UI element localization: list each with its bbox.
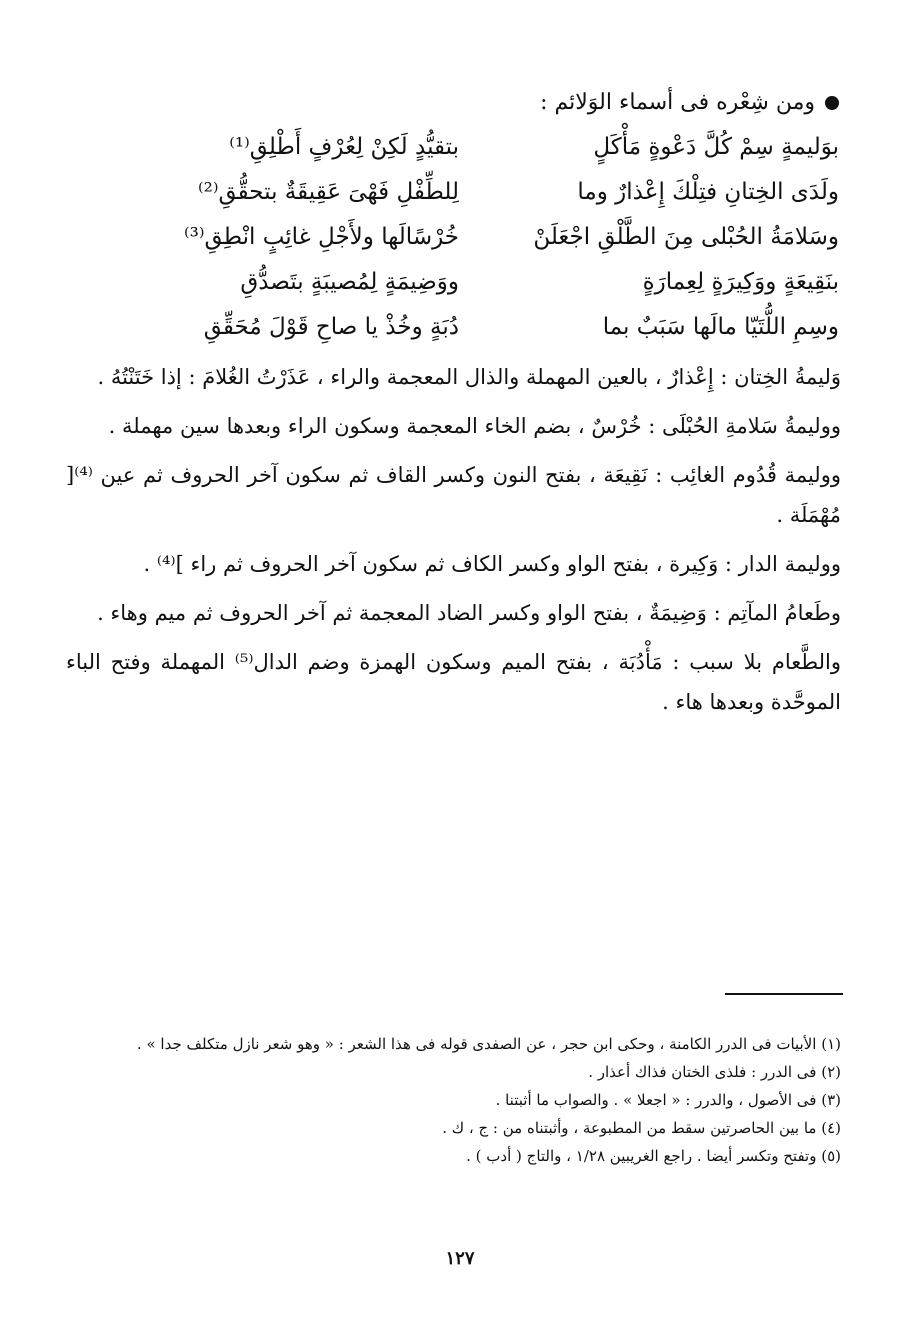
- page-number: ١٢٧: [445, 1248, 475, 1269]
- footnotes: [66, 1030, 841, 1170]
- verse-second-hemistich: خُرْسًالَها ولأَجْلِ غائِبٍ انْطِقِ⁽³⁾: [184, 223, 459, 250]
- verse-line: [69, 169, 839, 214]
- bullet-icon: [825, 96, 839, 110]
- commentary-paragraph: ووليمة قُدُوم الغائِب : نَقِيعَة ، بفتح النون وكسر القاف ثم سكون آخر الحروف ثم عين ⁽⁴⁾[ مُهْمَلَة .: [66, 463, 841, 527]
- commentary-paragraph: ووليمة الدار : وَكِيرة ، بفتح الواو وكسر الكاف ثم سكون آخر الحروف ثم راء ]⁽⁴⁾ .: [143, 552, 841, 576]
- verse-first-hemistich: وسَلامَةُ الحُبْلى مِنَ الطَّلْقِ اجْعَلَنْ: [533, 223, 839, 250]
- verse-second-hemistich: لِلطِّفْلِ فَهْىَ عَقِيقَةٌ بتحقُّقِ⁽²⁾: [197, 178, 459, 205]
- verse-first-hemistich: بنَقِيعَةٍ ووَكِيرَةٍ لِعِمارَةٍ: [642, 268, 839, 295]
- verse-first-hemistich: ولَدَى الخِتانِ فتِلْكَ إِعْذارٌ وما: [577, 178, 839, 205]
- verse-line: [69, 304, 839, 349]
- footnote: (٢) فى الدرر : فلذى الختان فذاك أعذار .: [588, 1063, 841, 1081]
- poem-heading-text: ومن شِعْره فى أسماء الوَلائم :: [540, 90, 815, 115]
- commentary-paragraph: وَليمةُ الخِتان : إِعْذارٌ ، بالعين المهملة والذال المعجمة والراء ، عَذَرْتُ الغُلامَ : إذا خَتَنْتُهُ .: [97, 365, 841, 389]
- footnote: (٤) ما بين الحاصرتين سقط من المطبوعة ، وأثبتناه من : ج ، ك .: [442, 1119, 841, 1137]
- commentary-paragraph: وطَعامُ المآتِم : وَضِيمَةٌ ، بفتح الواو وكسر الضاد المعجمة ثم آخر الحروف ثم ميم وهاء .: [97, 601, 841, 625]
- commentary-paragraph: والطَّعام بلا سبب : مَأْدُبَة ، بفتح الميم وسكون الهمزة وضم الدال⁽⁵⁾ المهملة وفتح الباء الموحَّدة وبعدها هاء .: [66, 650, 841, 714]
- footnote: (٣) فى الأصول ، والدرر : « اجعلا » . والصواب ما أثبتنا .: [495, 1091, 841, 1109]
- poem: [69, 124, 839, 349]
- verse-second-hemistich: ووَضِيمَةٍ لِمُصيبَةٍ بتَصدُّقِ: [240, 268, 459, 295]
- footnote: (١) الأبيات فى الدرر الكامنة ، وحكى ابن حجر ، عن الصفدى قوله فى هذا الشعر : « وهو شعر نازل متكلف جدا » .: [136, 1035, 841, 1053]
- verse-first-hemistich: وسِمِ اللُّتَيّا مالَها سَبَبٌ بما: [602, 313, 839, 340]
- commentary-paragraph: ووليمةُ سَلامةِ الحُبْلَى : خُرْسٌ ، بضم الخاء المعجمة وسكون الراء وبعدها سين مهملة .: [108, 414, 841, 438]
- verse-line: [69, 259, 839, 304]
- verse-line: [69, 214, 839, 259]
- verse-line: [69, 124, 839, 169]
- footnote-divider: [725, 993, 843, 995]
- commentary: [66, 357, 841, 731]
- poem-heading: [69, 88, 839, 118]
- verse-second-hemistich: دُبَةٍ وخُذْ يا صاحِ قَوْلَ مُحَقِّقِ: [203, 313, 459, 340]
- verse-first-hemistich: بوَليمةٍ سِمْ كُلَّ دَعْوةٍ مَأْكَلٍ: [593, 133, 839, 160]
- verse-second-hemistich: بتقيُّدٍ لَكِنْ لِعُرْفٍ أَطْلِقِ⁽¹⁾: [229, 133, 459, 160]
- footnote: (٥) وتفتح وتكسر أيضا . راجع الغريبين ١/٢٨ ، والتاج ( أدب ) .: [466, 1147, 841, 1165]
